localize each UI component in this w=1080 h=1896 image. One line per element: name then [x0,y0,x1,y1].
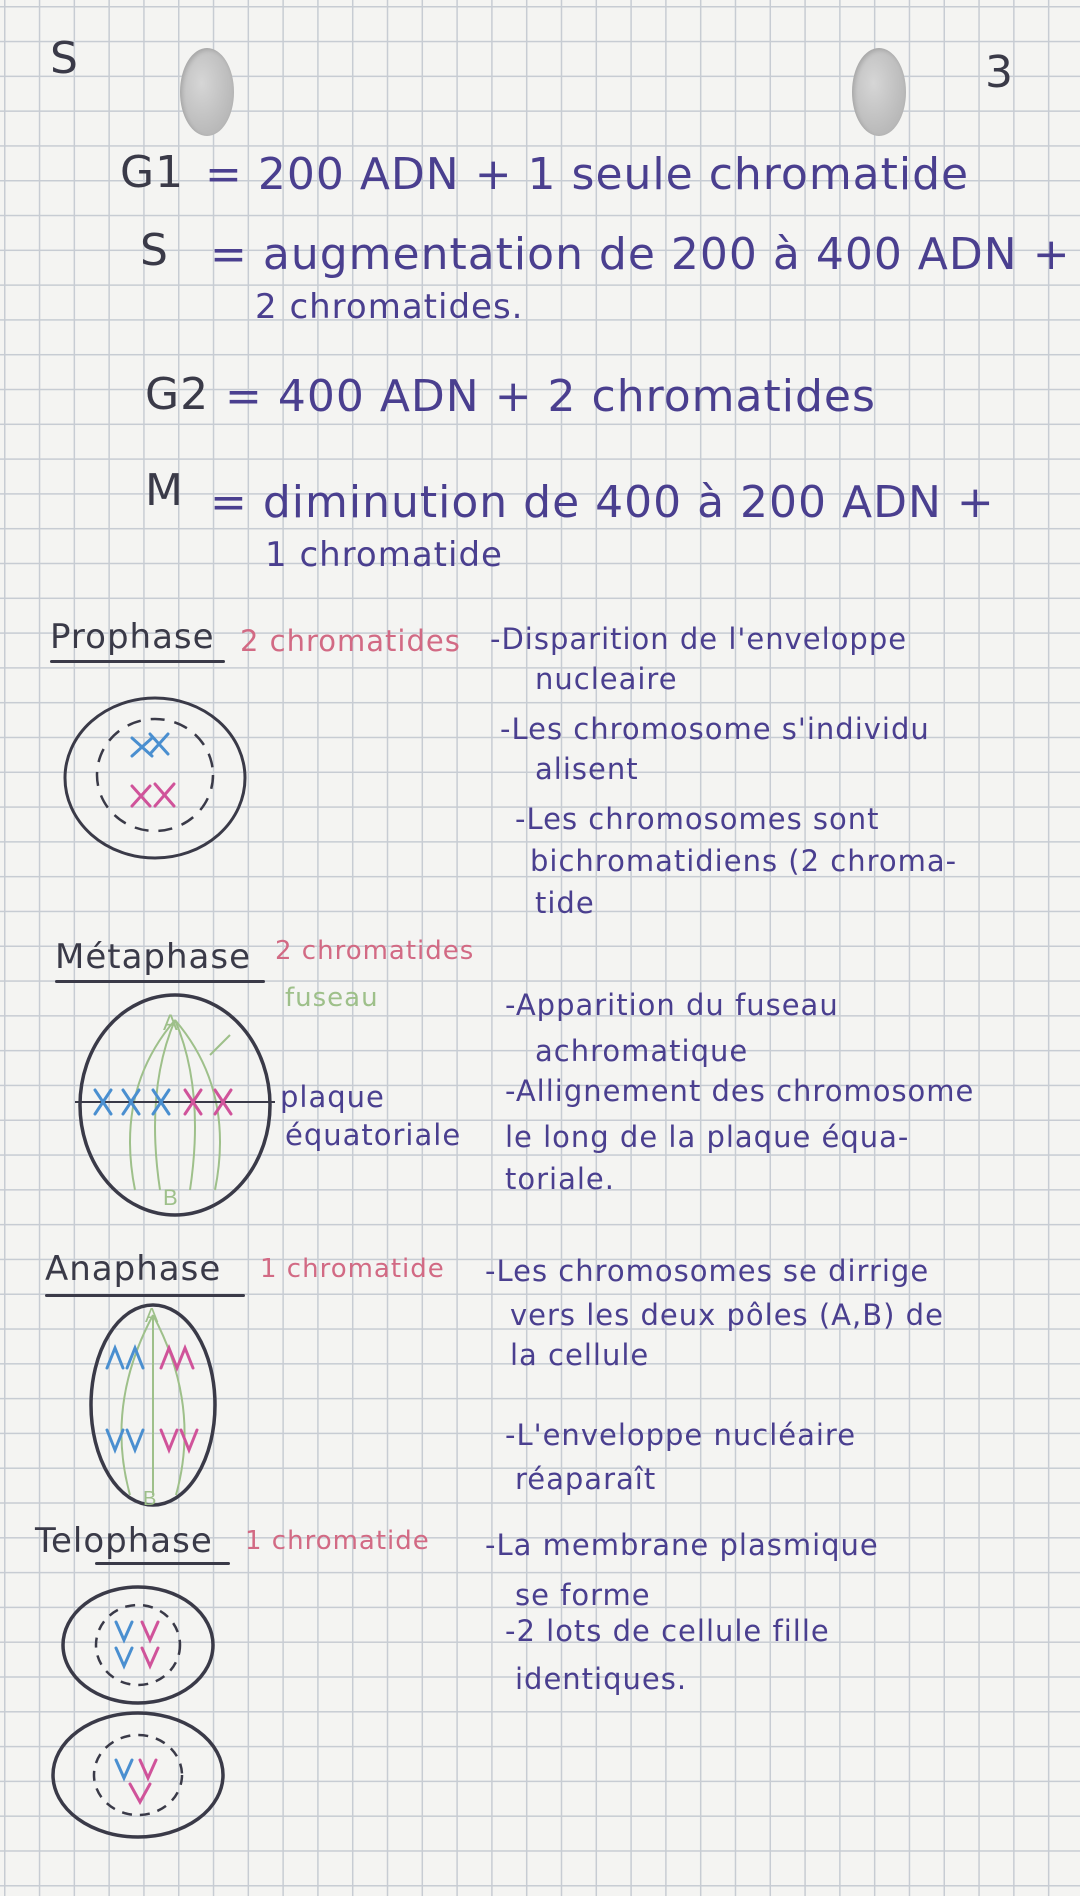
prophase-cell-diagram [60,690,250,865]
prophase-note-line: bichromatidiens (2 chroma- [530,844,958,878]
anaphase-chromatid-note: 1 chromatide [260,1254,445,1284]
anaphase-note-line: vers les deux pôles (A,B) de [510,1298,944,1332]
anaphase-cell-diagram [85,1300,225,1510]
anaphase-note-line: la cellule [510,1338,650,1372]
telophase-note-line: se forme [515,1578,651,1612]
prophase-blue-chromosomes [132,734,168,756]
metaphase-note-line: -Allignement des chromosome [505,1074,975,1108]
prophase-cell-membrane [65,698,245,858]
metaphase-plate-label-line1: plaque [280,1080,385,1114]
metaphase-chromatid-note: 2 chromatides [275,936,475,966]
prophase-note-line: nucleaire [535,662,678,696]
prophase-chromatid-note: 2 chromatides [240,624,461,658]
telophase-cell-diagram [50,1580,230,1845]
anaphase-pole-a: A [145,1305,159,1327]
corner-letter: S [50,33,79,84]
binder-hole-right [852,48,906,136]
anaphase-spindle-fibers [121,1315,184,1495]
metaphase-spindle-label: fuseau [285,983,379,1013]
s-label: S [140,225,169,276]
telophase-underline [95,1562,230,1565]
s-line2: 2 chromatides. [255,287,524,327]
metaphase-note-line: achromatique [535,1034,749,1068]
g1-label: G1 [120,147,185,198]
metaphase-note-line: le long de la plaque équa- [505,1120,910,1154]
metaphase-title: Métaphase [55,937,252,977]
metaphase-underline [55,980,265,983]
prophase-title: Prophase [50,617,215,657]
telophase-chromatid-note: 1 chromatide [245,1526,430,1556]
anaphase-pole-b: B [143,1488,157,1510]
telophase-note-line: réaparaît [515,1462,657,1496]
prophase-note-line: -Les chromosome s'individu [500,712,930,746]
telophase-title: Telophase [35,1521,213,1561]
telophase-nuclear-envelope-top [96,1605,180,1685]
anaphase-underline [45,1294,245,1297]
metaphase-cell-diagram [75,990,285,1220]
anaphase-pink-chromosomes [161,1348,197,1450]
m-line1: = diminution de 400 à 200 ADN + [210,477,995,528]
prophase-pink-chromosomes [132,784,174,806]
telophase-note-line: identiques. [515,1662,688,1696]
prophase-note-line: -Disparition de l'enveloppe [490,622,908,656]
prophase-nuclear-envelope [97,719,213,831]
telophase-note-line: -2 lots de cellule fille [505,1614,830,1648]
telophase-note-line: -L'enveloppe nucléaire [505,1418,857,1452]
prophase-underline [50,660,225,663]
m-label: M [145,465,184,516]
anaphase-note-line: -Les chromosomes se dirrige [485,1254,930,1288]
telophase-daughter-cell-bottom [53,1713,223,1837]
prophase-note-line: alisent [535,752,639,786]
prophase-note-line: -Les chromosomes sont [515,802,880,836]
binder-hole-left [180,48,234,136]
metaphase-pole-b: B [163,1185,178,1210]
g2-text: = 400 ADN + 2 chromatides [225,371,876,422]
telophase-note-line: -La membrane plasmique [485,1528,879,1562]
metaphase-spindle-fibers [130,1020,220,1190]
telophase-daughter-cell-top [63,1587,213,1703]
m-line2: 1 chromatide [265,535,503,575]
page-number: 3 [985,47,1014,98]
metaphase-label-arrow [210,1035,230,1055]
anaphase-title: Anaphase [45,1249,222,1289]
prophase-note-line: tide [535,886,595,920]
g2-label: G2 [145,369,210,420]
metaphase-note-line: -Apparition du fuseau [505,988,839,1022]
s-line1: = augmentation de 200 à 400 ADN + [210,229,1071,280]
telophase-nuclear-envelope-bottom [94,1735,182,1815]
metaphase-pole-a: A [163,1010,178,1035]
metaphase-plate-label-line2: équatoriale [285,1118,462,1152]
g1-text: = 200 ADN + 1 seule chromatide [205,149,970,200]
metaphase-note-line: toriale. [505,1162,615,1196]
